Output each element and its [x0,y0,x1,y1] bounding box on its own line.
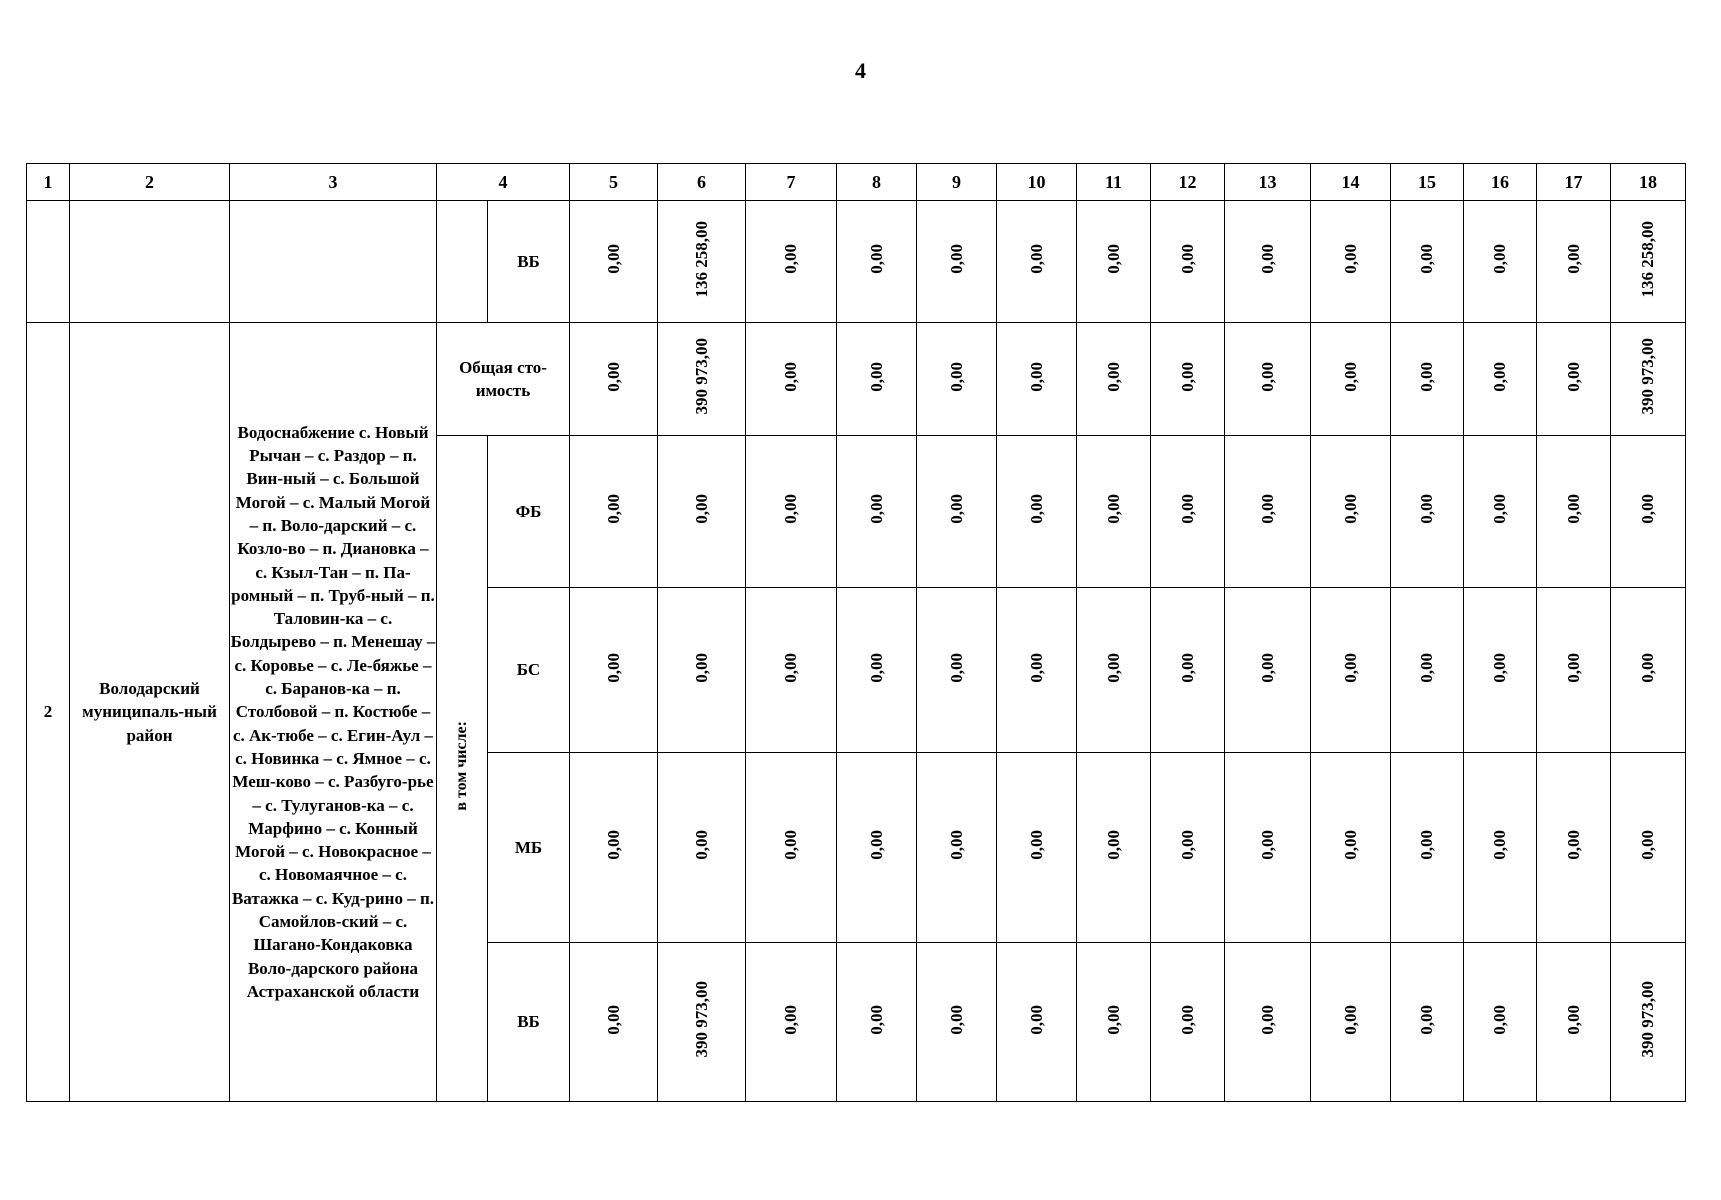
amount-value: 0,00 [603,494,623,524]
value-cell [1391,323,1464,436]
value-cell [1537,943,1611,1102]
value-cell [658,588,746,753]
amount-value: 0,00 [1026,1004,1046,1035]
value-cell [1391,436,1464,588]
value-cell [658,323,746,436]
category-cell: БС [488,588,570,753]
amount-value: 0,00 [1103,361,1123,392]
value-cell [1464,753,1537,943]
value-cell [1225,588,1311,753]
amount-value: 0,00 [946,1004,966,1035]
value-cell [1077,753,1151,943]
amount-value: 0,00 [1257,494,1277,524]
amount-value: 0,00 [1490,361,1509,392]
amount-value: 0,00 [781,830,800,860]
amount-value: 0,00 [1417,494,1436,524]
value-cell [1611,588,1686,753]
value-cell [1464,943,1537,1102]
value-cell [1464,323,1537,436]
value-cell [658,201,746,323]
amount-value: 0,00 [946,652,966,683]
project-description: Водоснабжение с. Новый Рычан – с. Раздор – п. Вин-ный – с. Большой Могой – с. Малый Могой – п. Воло-дарский – с. Козло-во – п. Диановка – с. Кзыл-Тан – п. Па-ромный – п. Труб-ный – п. Таловин-ка – с. Болдырево – п. Менешау – с. Коровье – с. Ле-бяжье – с. Баранов-ка – п. Столбовой – п. Костюбе – с. Ак-тюбе – с. Егин-Аул – с. Новинка – с. Ямное – с. Меш-ково – с. Разбуго-рье – с. Тулуганов-ка – с. Марфино – с. Конный Могой – с. Новокрасное – с. Новомаячное – с. Ватажка – с. Куд-рино – п. Самойлов-ский – с. Шагано-Кондаковка Воло-дарского района Астраханской области [230,422,436,1001]
amount-value: 0,00 [1490,830,1509,860]
amount-value: 0,00 [1257,652,1277,683]
value-cell [837,323,917,436]
value-cell [746,436,837,588]
amount-value: 0,00 [603,830,623,860]
district-cell [70,201,230,323]
amount-value: 0,00 [1257,361,1277,392]
amount-value: 0,00 [1563,830,1583,860]
amount-value: 390 973,00 [1638,981,1657,1058]
amount-value: 0,00 [1340,361,1360,392]
value-cell [837,436,917,588]
total-cost-label: Общая сто-имость [437,323,570,436]
value-cell [917,588,997,753]
amount-value: 0,00 [1563,1004,1583,1035]
amount-value: 0,00 [781,494,800,524]
amount-value: 0,00 [1103,652,1123,683]
category-cell: ВБ [488,943,570,1102]
value-cell [746,323,837,436]
amount-value: 136 258,00 [691,220,711,298]
row-number-cell: 2 [27,323,70,1102]
amount-value: 0,00 [691,494,711,524]
value-cell [1151,436,1225,588]
value-cell [1311,436,1391,588]
amount-value: 0,00 [1638,652,1657,683]
value-cell [1225,323,1311,436]
value-cell [1537,323,1611,436]
amount-value: 0,00 [1177,830,1197,860]
column-header: 4 [437,164,570,201]
value-cell [837,943,917,1102]
amount-value: 0,00 [946,361,966,392]
amount-value: 0,00 [866,361,886,392]
including-label: в том числе: [453,721,470,811]
value-cell [570,753,658,943]
value-cell [658,753,746,943]
amount-value: 0,00 [781,361,800,392]
amount-value: 390 973,00 [691,338,711,415]
value-cell [1611,323,1686,436]
value-cell [1151,943,1225,1102]
value-cell [1311,943,1391,1102]
column-header: 3 [230,164,437,201]
value-cell [1464,436,1537,588]
amount-value: 0,00 [1638,830,1657,860]
value-cell [1537,588,1611,753]
table-row [27,201,1686,323]
column-header: 2 [70,164,230,201]
value-cell [1225,436,1311,588]
column-header: 8 [837,164,917,201]
column-header: 6 [658,164,746,201]
amount-value: 0,00 [866,244,886,274]
value-cell [1077,588,1151,753]
amount-value: 0,00 [1340,244,1360,274]
value-cell [1077,201,1151,323]
amount-value: 0,00 [1417,652,1436,683]
amount-value: 0,00 [866,1004,886,1035]
including-label-cell [437,436,488,1102]
value-cell [746,201,837,323]
value-cell [1151,323,1225,436]
row-number-cell [27,201,70,323]
project-cell [230,201,437,323]
value-cell [1311,201,1391,323]
amount-value: 0,00 [946,244,966,274]
header-row [27,164,1686,201]
value-cell [1611,943,1686,1102]
column-header: 11 [1077,164,1151,201]
amount-value: 0,00 [946,830,966,860]
amount-value: 0,00 [1340,1004,1360,1035]
value-cell [1537,753,1611,943]
amount-value: 0,00 [866,830,886,860]
amount-value: 0,00 [1026,830,1046,860]
value-cell [917,201,997,323]
value-cell [1391,943,1464,1102]
value-cell [837,201,917,323]
value-cell [837,753,917,943]
page-number: 4 [855,58,866,83]
column-header: 14 [1311,164,1391,201]
value-cell [1537,201,1611,323]
value-cell [837,588,917,753]
value-cell [1464,201,1537,323]
value-cell [997,588,1077,753]
amount-value: 0,00 [603,361,623,392]
column-header: 7 [746,164,837,201]
amount-value: 0,00 [691,652,711,683]
amount-value: 0,00 [691,830,711,860]
amount-value: 0,00 [1340,652,1360,683]
value-cell [1225,753,1311,943]
column-header: 12 [1151,164,1225,201]
value-cell [658,943,746,1102]
value-cell [570,588,658,753]
budget-table [26,163,1686,1102]
value-cell [917,753,997,943]
value-cell [570,323,658,436]
amount-value: 0,00 [1417,244,1436,274]
value-cell [1391,753,1464,943]
value-cell [1311,753,1391,943]
value-cell [1077,436,1151,588]
amount-value: 0,00 [1026,494,1046,524]
amount-value: 0,00 [866,494,886,524]
value-cell [658,436,746,588]
amount-value: 0,00 [781,652,800,683]
table-row [27,323,1686,436]
amount-value: 0,00 [1103,1004,1123,1035]
project-cell [230,323,437,1102]
amount-value: 0,00 [1103,830,1123,860]
column-header: 17 [1537,164,1611,201]
value-cell [1311,323,1391,436]
amount-value: 0,00 [866,652,886,683]
amount-value: 0,00 [1417,1004,1436,1035]
including-cell [437,201,488,323]
value-cell [570,201,658,323]
amount-value: 0,00 [946,494,966,524]
amount-value: 0,00 [1257,1004,1277,1035]
amount-value: 0,00 [1417,830,1436,860]
district-name: Володарский муниципаль-ный район [82,679,217,745]
amount-value: 0,00 [1490,244,1509,274]
amount-value: 0,00 [603,652,623,683]
amount-value: 0,00 [1490,652,1509,683]
amount-value: 0,00 [781,244,800,274]
amount-value: 0,00 [1340,494,1360,524]
amount-value: 390 973,00 [1638,338,1657,415]
amount-value: 0,00 [1103,244,1123,274]
value-cell [1151,753,1225,943]
amount-value: 0,00 [1563,244,1583,274]
amount-value: 0,00 [1417,361,1436,392]
amount-value: 0,00 [1563,652,1583,683]
value-cell [997,753,1077,943]
value-cell [1464,588,1537,753]
value-cell [1391,201,1464,323]
amount-value: 0,00 [1257,830,1277,860]
category-cell: МБ [488,753,570,943]
amount-value: 390 973,00 [691,981,711,1058]
amount-value: 0,00 [1177,361,1197,392]
value-cell [570,436,658,588]
amount-value: 0,00 [1177,652,1197,683]
value-cell [1151,588,1225,753]
amount-value: 0,00 [1026,652,1046,683]
value-cell [1611,201,1686,323]
value-cell [997,943,1077,1102]
value-cell [570,943,658,1102]
value-cell [1077,323,1151,436]
amount-value: 0,00 [1638,494,1657,524]
amount-value: 0,00 [1563,361,1583,392]
amount-value: 0,00 [781,1004,800,1035]
column-header: 10 [997,164,1077,201]
value-cell [1151,201,1225,323]
value-cell [1611,436,1686,588]
value-cell [917,943,997,1102]
column-header: 16 [1464,164,1537,201]
amount-value: 0,00 [603,1004,623,1035]
column-header: 13 [1225,164,1311,201]
value-cell [997,436,1077,588]
amount-value: 0,00 [1177,1004,1197,1035]
value-cell [1077,943,1151,1102]
value-cell [1311,588,1391,753]
amount-value: 0,00 [1490,1004,1509,1035]
column-header: 18 [1611,164,1686,201]
value-cell [997,201,1077,323]
amount-value: 0,00 [1103,494,1123,524]
amount-value: 0,00 [1563,494,1583,524]
value-cell [746,588,837,753]
amount-value: 0,00 [1026,244,1046,274]
amount-value: 0,00 [1340,830,1360,860]
value-cell [917,323,997,436]
amount-value: 0,00 [1490,494,1509,524]
amount-value: 0,00 [1177,494,1197,524]
district-cell [70,323,230,1102]
value-cell [1611,753,1686,943]
value-cell [746,753,837,943]
value-cell [997,323,1077,436]
value-cell [1537,436,1611,588]
amount-value: 136 258,00 [1638,220,1657,298]
value-cell [1225,943,1311,1102]
amount-value: 0,00 [603,244,623,274]
amount-value: 0,00 [1177,244,1197,274]
value-cell [1225,201,1311,323]
column-header: 5 [570,164,658,201]
category-cell: ФБ [488,436,570,588]
column-header: 9 [917,164,997,201]
column-header: 15 [1391,164,1464,201]
amount-value: 0,00 [1026,361,1046,392]
column-header: 1 [27,164,70,201]
category-cell: ВБ [488,201,570,323]
value-cell [1391,588,1464,753]
amount-value: 0,00 [1257,244,1277,274]
value-cell [746,943,837,1102]
value-cell [917,436,997,588]
